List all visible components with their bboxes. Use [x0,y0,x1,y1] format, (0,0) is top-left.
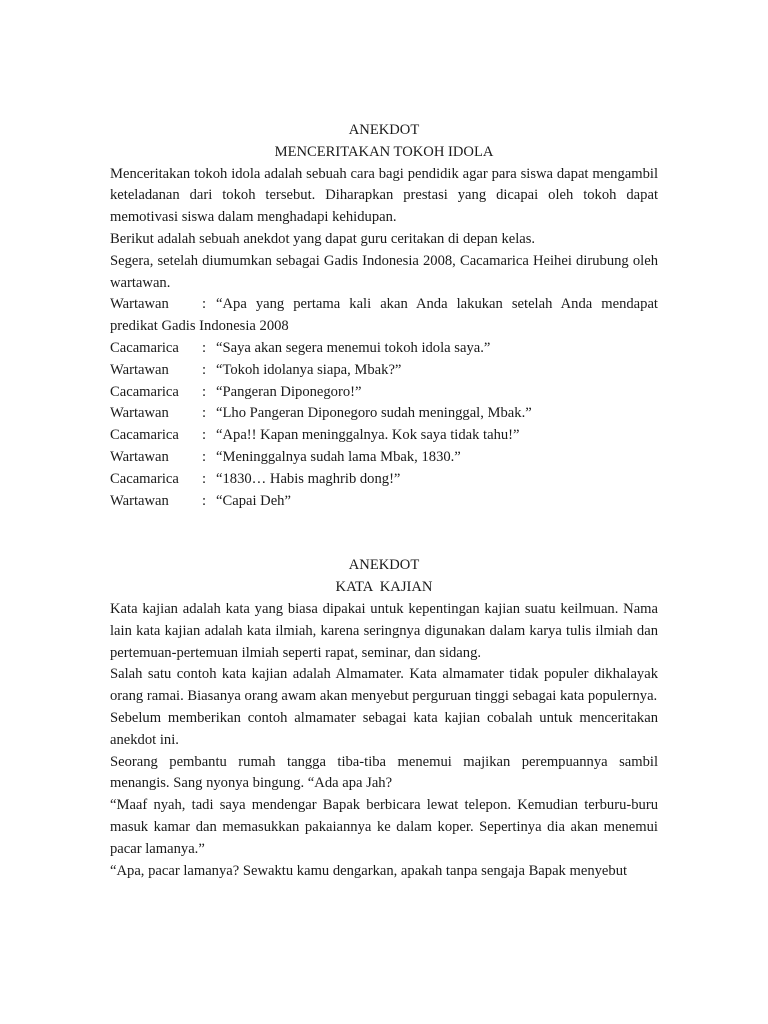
dialogue-speaker: Wartawan [110,448,169,465]
dialogue-line [110,425,658,447]
dialogue-line [110,469,658,491]
section2-paragraph: Kata kajian adalah kata yang biasa dipakai untuk kepentingan kajian suatu keilmuan. Nama lain kata kajian adalah kata ilmiah, karena seringnya digunakan dalam karya tulis ilmiah dan pertemuan-pertemuan ilmiah seperti rapat, seminar, dan sidang. [110,600,658,661]
dialogue-colon: : [202,405,207,422]
dialogue-colon: : [202,383,207,400]
section1-subtitle: MENCERITAKAN TOKOH IDOLA [274,143,494,160]
section2-subtitle: KATA KAJIAN [335,579,433,596]
dialogue-line [110,294,658,338]
dialogue-text: “Meninggalnya sudah lama Mbak, 1830.” [216,448,461,465]
section1-intro-paragraph: Segera, setelah diumumkan sebagai Gadis Indonesia 2008, Cacamarica Heihei dirubung oleh wartawan. [110,252,658,291]
dialogue-speaker: Cacamarica [110,470,179,487]
section1-title: ANEKDOT [348,122,420,138]
section2-paragraph: Salah satu contoh kata kajian adalah Almamater. Kata almamater tidak populer dikhalayak orang ramai. Biasanya orang awam akan menyebut perguruan tinggi sebagai kata populernya. [110,666,658,705]
dialogue-text: “Saya akan segera menemui tokoh idola saya.” [216,339,491,356]
dialogue-colon: : [202,470,207,487]
dialogue-colon: : [202,339,207,356]
dialogue-line [110,338,658,360]
dialogue-speaker: Cacamarica [110,383,179,400]
dialogue-line [110,403,658,425]
document-page [110,120,658,882]
dialogue-line [110,491,658,513]
dialogue-line [110,447,658,469]
section2-paragraph: “Maaf nyah, tadi saya mendengar Bapak berbicara lewat telepon. Kemudian terburu-buru masuk kamar dan memasukkan pakaiannya ke dalam koper. Sepertinya dia akan menemui pacar lamanya.” [110,797,658,857]
dialogue-text: “Apa yang pertama kali akan Anda lakukan setelah Anda mendapat predikat Gadis Indonesia 2008 [110,296,658,335]
section1-intro-paragraph: Menceritakan tokoh idola adalah sebuah cara bagi pendidik agar para siswa dapat mengambil keteladanan dari tokoh tersebut. Diharapkan prestasi yang dicapai oleh tokoh dapat memotivasi siswa dalam menghadapi kehidupan. [110,165,658,226]
dialogue-colon: : [202,492,207,509]
dialogue-colon: : [202,361,207,378]
dialogue-speaker: Cacamarica [110,339,179,356]
section1-intro-paragraph: Berikut adalah sebuah anekdot yang dapat guru ceritakan di depan kelas. [110,230,536,247]
dialogue-speaker: Wartawan [110,405,169,422]
section2-paragraph: Seorang pembantu rumah tangga tiba-tiba menemui majikan perempuannya sambil menangis. Sang nyonya bingung. “Ada apa Jah? [110,753,658,792]
dialogue-speaker: Wartawan [110,296,169,313]
dialogue-line [110,382,658,404]
dialogue-text: “Tokoh idolanya siapa, Mbak?” [216,361,402,378]
dialogue-line [110,360,658,382]
dialogue-colon: : [202,448,207,465]
dialogue-speaker: Cacamarica [110,427,179,444]
dialogue-colon: : [202,427,207,444]
section2-title: ANEKDOT [348,557,420,574]
section-spacer [110,512,658,555]
dialogue-text: “1830… Habis maghrib dong!” [216,470,401,487]
dialogue-text: “Capai Deh” [216,492,291,509]
dialogue-speaker: Wartawan [110,492,169,509]
dialogue-colon: : [202,296,207,313]
dialogue-speaker: Wartawan [110,361,169,378]
dialogue-text: “Pangeran Diponegoro!” [216,383,362,400]
section2-paragraph: Sebelum memberikan contoh almamater sebagai kata kajian cobalah untuk menceritakan anekdot ini. [110,709,658,748]
dialogue-text: “Lho Pangeran Diponegoro sudah meninggal, Mbak.” [216,405,532,422]
dialogue-text: “Apa!! Kapan meninggalnya. Kok saya tidak tahu!” [216,427,520,444]
section2-paragraph: “Apa, pacar lamanya? Sewaktu kamu dengarkan, apakah tanpa sengaja Bapak menyebut [110,862,628,879]
